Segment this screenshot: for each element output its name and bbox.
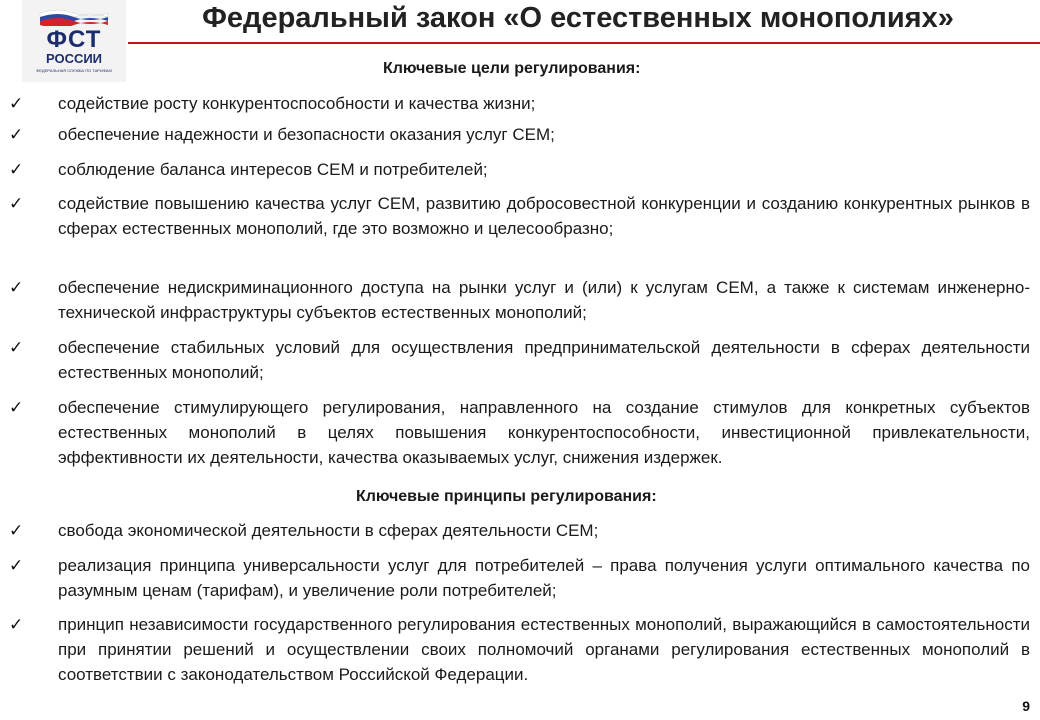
page-number: 9 xyxy=(1022,698,1030,714)
goal-item: содействие повышению качества услуг СЕМ, развитию добросовестной конкуренции и созданию конкурентных рынков в сферах естественных монополий, где это возможно и целесообразно; xyxy=(58,194,1030,238)
principle-item: свобода экономической деятельности в сферах деятельности СЕМ; xyxy=(58,521,599,540)
goal-item: обеспечение недискриминационного доступа на рынки услуг и (или) к услугам СЕМ, а также к системам инженерно- технической инфраструктуры субъектов естественных монополий; xyxy=(58,278,1030,322)
slide-title: Федеральный закон «О естественных монополиях» xyxy=(202,2,954,34)
principle-item: реализация принципа универсальности услуг для потребителей – права получения услуги оптимального качества по разумным ценам (тарифам), и увеличение роли потребителей; xyxy=(58,556,1030,600)
goal-item: соблюдение баланса интересов СЕМ и потребителей; xyxy=(58,160,488,179)
flag-wave-icon xyxy=(38,8,110,26)
checkmark-icon: ✓ xyxy=(9,398,24,417)
principle-item: принцип независимости государственного регулирования естественных монополий, выражающийся в самостоятельности при принятии решений и осуществлении своих полномочий органами регулирования естественных монополий в соответствии с законодательством Российской Федерации. xyxy=(58,615,1030,684)
checkmark-icon: ✓ xyxy=(9,160,24,179)
checkmark-icon: ✓ xyxy=(9,194,24,213)
goal-item: содействие росту конкурентоспособности и качества жизни; xyxy=(58,94,536,113)
logo-abbreviation: ФСТ xyxy=(46,26,102,53)
fst-logo xyxy=(22,0,126,82)
checkmark-icon: ✓ xyxy=(9,125,24,144)
goal-item: обеспечение стимулирующего регулирования, направленного на создание стимулов для конкретных субъектов естественных монополий в целях повышения конкурентоспособности, инвестиционной привлекательности, эффективности их деятельности, качества оказываемых услуг, снижения издержек. xyxy=(58,398,1030,467)
checkmark-icon: ✓ xyxy=(9,521,24,540)
checkmark-icon: ✓ xyxy=(9,278,24,297)
checkmark-icon: ✓ xyxy=(9,615,24,634)
goal-item: обеспечение надежности и безопасности оказания услуг СЕМ; xyxy=(58,125,555,144)
principles-heading: Ключевые принципы регулирования: xyxy=(356,488,657,505)
logo-country: РОССИИ xyxy=(45,51,103,66)
goal-item: обеспечение стабильных условий для осуществления предпринимательской деятельности в сферах деятельности естественных монополий; xyxy=(58,338,1030,382)
title-underline xyxy=(128,42,1040,44)
checkmark-icon: ✓ xyxy=(9,338,24,357)
goals-heading: Ключевые цели регулирования: xyxy=(383,60,641,77)
logo-subtitle: ФЕДЕРАЛЬНАЯ СЛУЖБА ПО ТАРИФАМ xyxy=(36,68,112,73)
checkmark-icon: ✓ xyxy=(9,556,24,575)
checkmark-icon: ✓ xyxy=(9,94,24,113)
